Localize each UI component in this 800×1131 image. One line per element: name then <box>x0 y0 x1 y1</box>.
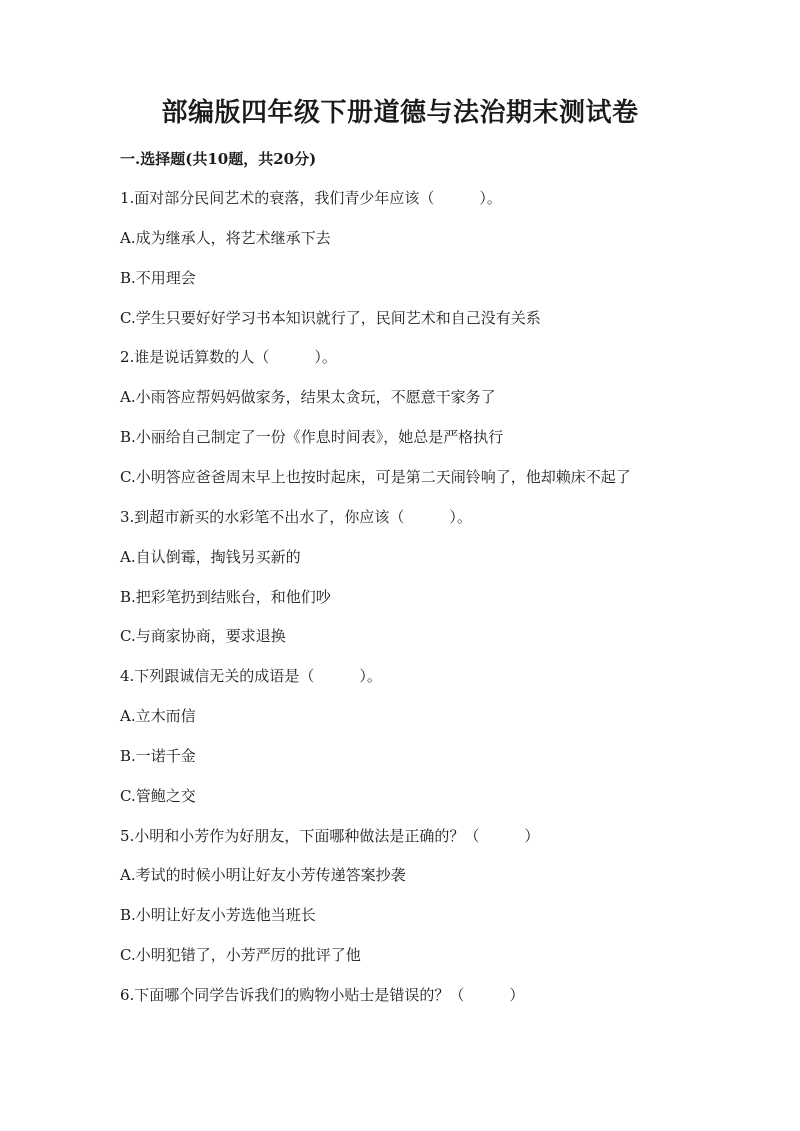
question-4-option-c: C.管鲍之交 <box>120 787 196 805</box>
question-2-option-b: B.小丽给自己制定了一份《作息时间表》，她总是严格执行 <box>120 428 504 446</box>
question-5-option-a: A.考试的时候小明让好友小芳传递答案抄袭 <box>120 866 406 884</box>
question-3-option-c: C.与商家协商，要求退换 <box>120 627 286 645</box>
question-2-stem: 2.谁是说话算数的人（ ）。 <box>120 348 337 366</box>
question-1-option-a: A.成为继承人，将艺术继承下去 <box>120 229 331 247</box>
question-1-option-b: B.不用理会 <box>120 269 196 287</box>
question-1-option-c: C.学生只要好好学习书本知识就行了，民间艺术和自己没有关系 <box>120 309 541 327</box>
question-3-option-b: B.把彩笔扔到结账台，和他们吵 <box>120 588 331 606</box>
question-2-option-a: A.小雨答应帮妈妈做家务，结果太贪玩，不愿意干家务了 <box>120 388 496 406</box>
section-header: 一.选择题(共10题，共20分) <box>120 150 317 168</box>
question-6-stem: 6.下面哪个同学告诉我们的购物小贴士是错误的？（ ） <box>120 986 525 1004</box>
question-1-stem: 1.面对部分民间艺术的衰落，我们青少年应该（ ）。 <box>120 189 502 207</box>
question-4-stem: 4.下列跟诚信无关的成语是（ ）。 <box>120 667 382 685</box>
question-5-option-c: C.小明犯错了，小芳严厉的批评了他 <box>120 946 361 964</box>
question-3-stem: 3.到超市新买的水彩笔不出水了，你应该（ ）。 <box>120 508 472 526</box>
question-4-option-b: B.一诺千金 <box>120 747 196 765</box>
question-3-option-a: A.自认倒霉，掏钱另买新的 <box>120 548 301 566</box>
page-title: 部编版四年级下册道德与法治期末测试卷 <box>161 98 639 128</box>
question-5-option-b: B.小明让好友小芳选他当班长 <box>120 906 316 924</box>
question-5-stem: 5.小明和小芳作为好朋友，下面哪种做法是正确的？（ ） <box>120 827 540 845</box>
question-4-option-a: A.立木而信 <box>120 707 196 725</box>
question-2-option-c: C.小明答应爸爸周末早上也按时起床，可是第二天闹铃响了，他却赖床不起了 <box>120 468 631 486</box>
